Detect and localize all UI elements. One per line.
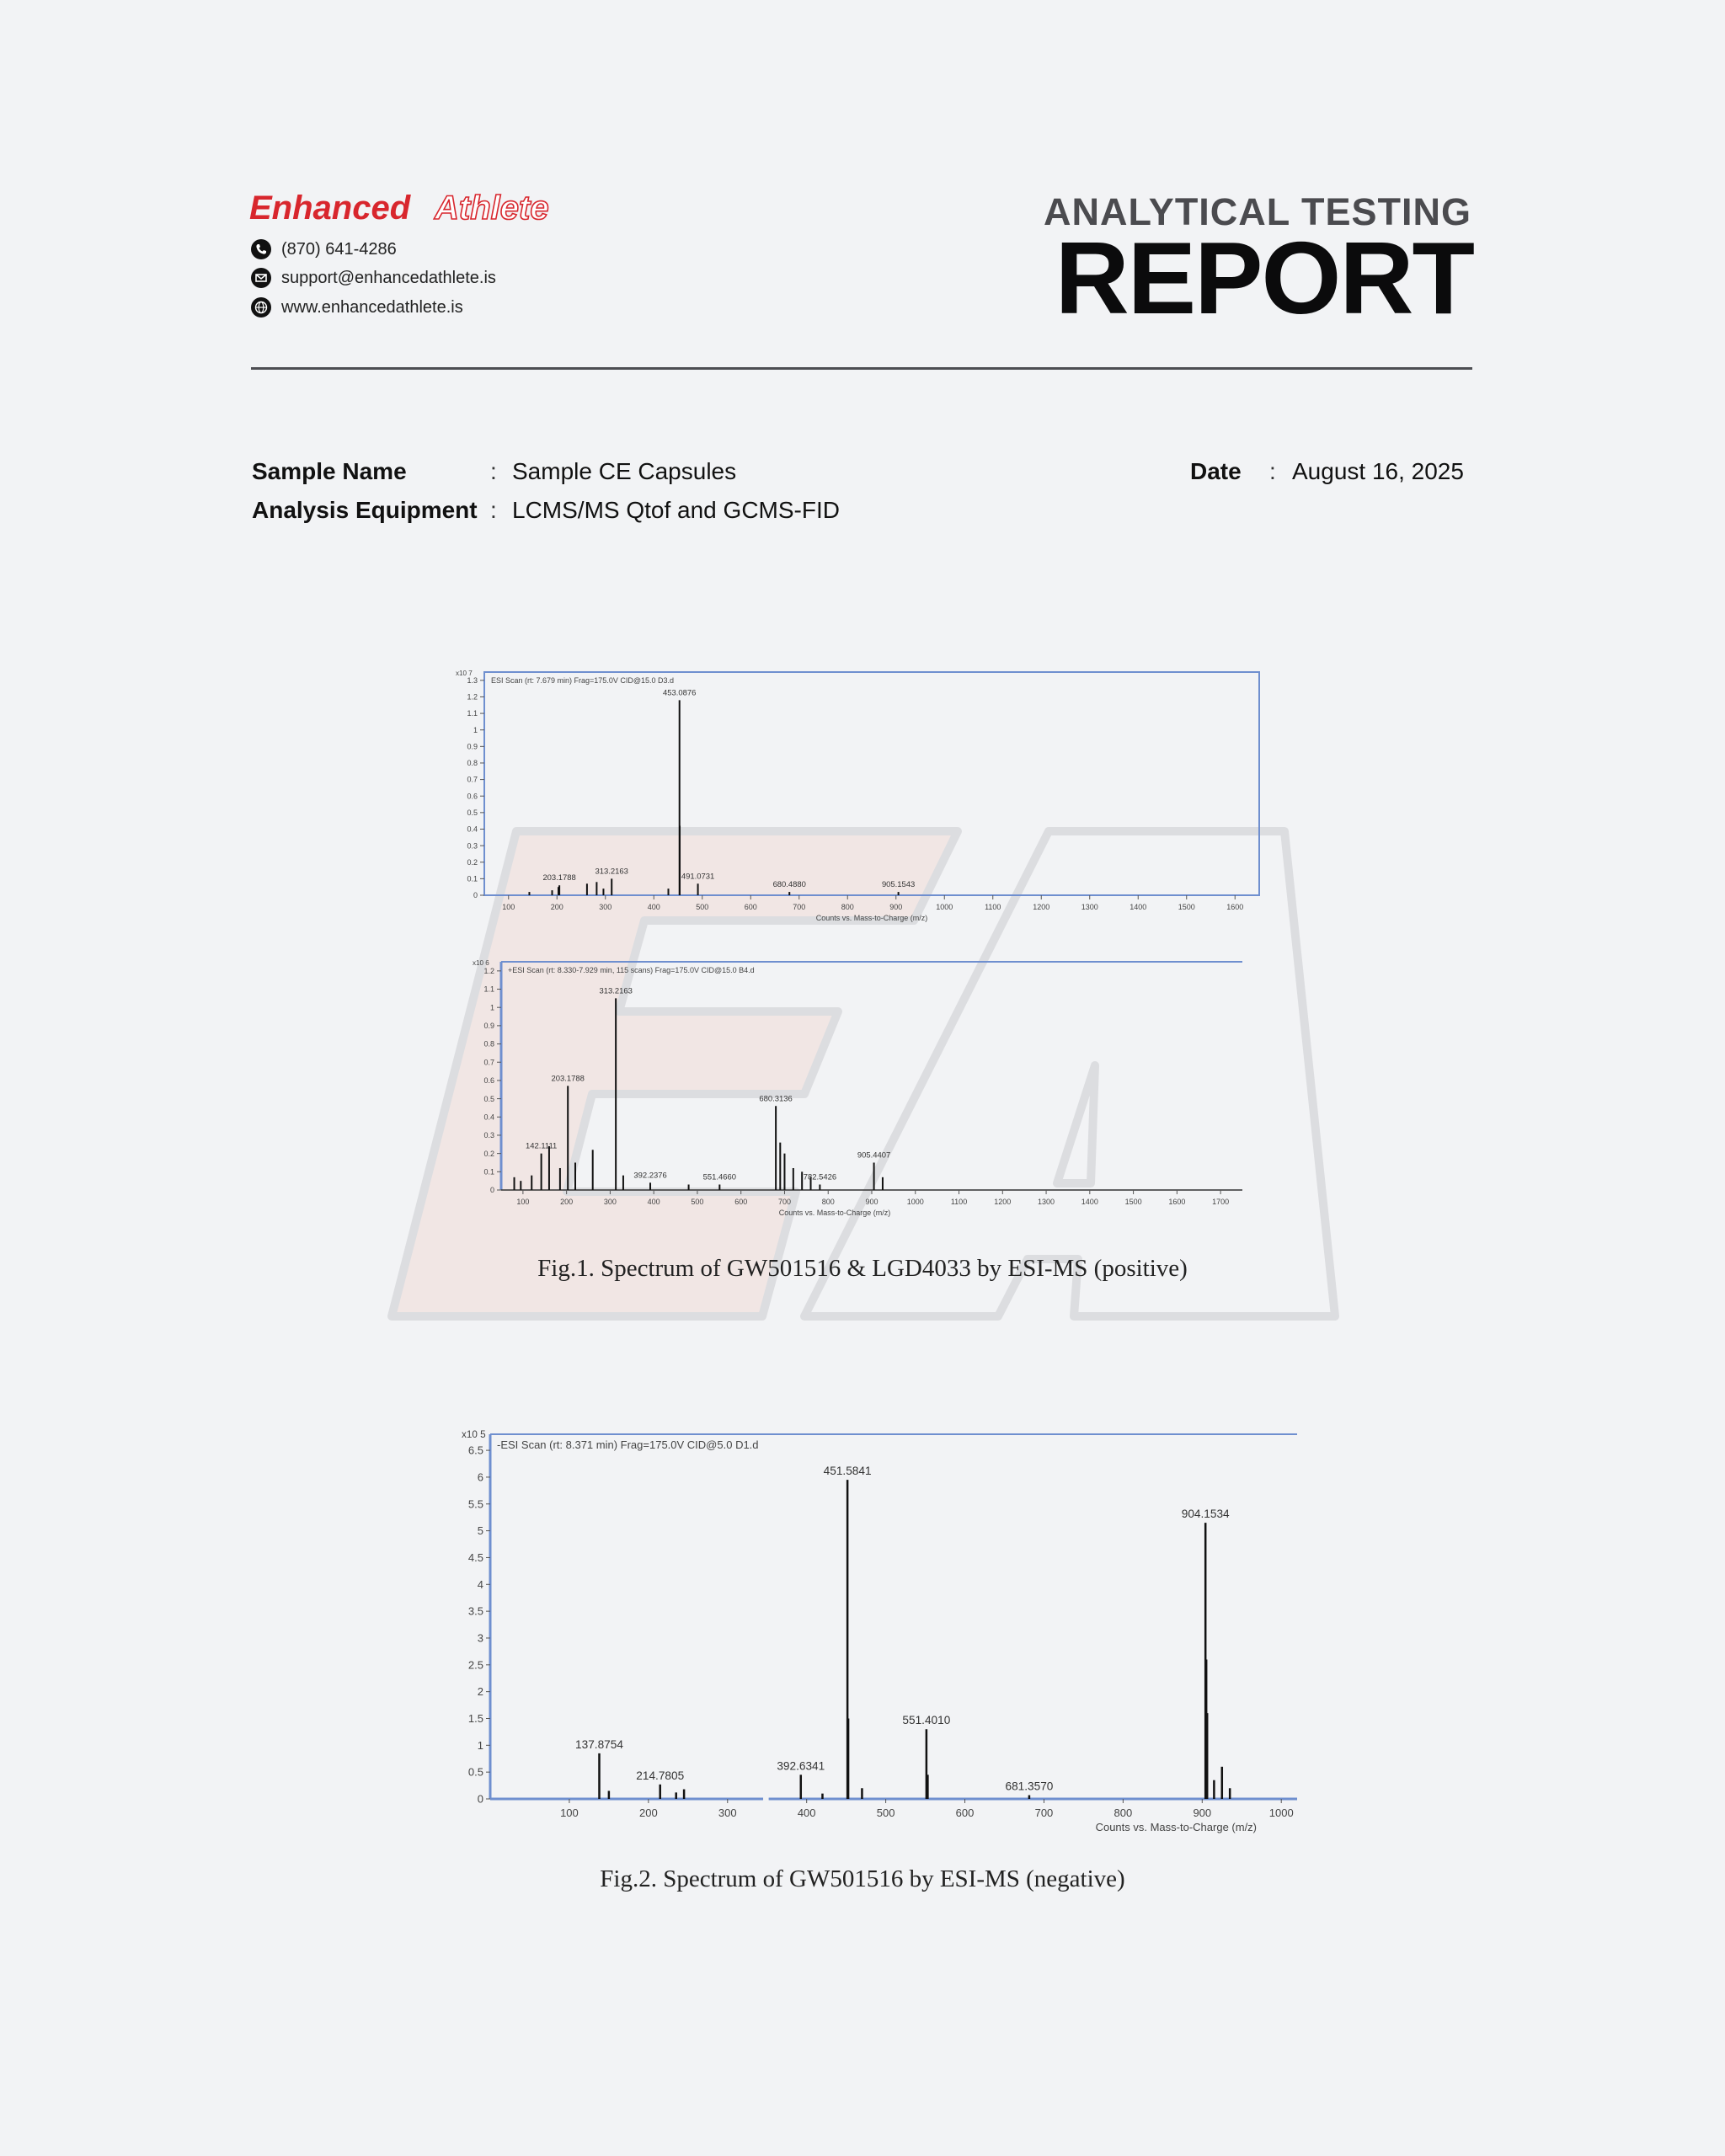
fig2-caption: Fig.2. Spectrum of GW501516 by ESI-MS (negative) [600, 1865, 1125, 1892]
peak-label: 551.4660 [702, 1172, 737, 1182]
x-tick-label: 200 [638, 1806, 658, 1819]
x-tick-label: 900 [865, 1198, 879, 1206]
x-tick-label: 1200 [1033, 903, 1050, 911]
y-tick-label: 5 [477, 1524, 483, 1538]
x-axis-label: Counts vs. Mass-to-Charge (m/z) [778, 1209, 891, 1217]
plot-frame [484, 672, 1259, 895]
y-tick-label: 0.5 [467, 808, 478, 818]
y-tick-label: 0.3 [467, 841, 478, 851]
logo-text-enhanced: Enhanced [249, 189, 411, 226]
logo-text-athlete: Athlete [435, 189, 549, 226]
x-tick-label: 300 [599, 903, 612, 911]
fig1-caption: Fig.1. Spectrum of GW501516 & LGD4033 by ESI-MS (positive) [537, 1255, 1188, 1282]
contact-email [251, 268, 496, 288]
peak-label: 137.8754 [575, 1737, 623, 1751]
y-tick-label: 0.9 [467, 742, 478, 751]
peak-label: 142.1111 [525, 1141, 558, 1151]
peak-label: 214.7805 [636, 1769, 685, 1782]
peak-label: 491.0731 [681, 872, 715, 882]
y-tick-label: 1 [477, 1738, 483, 1752]
y-tick-label: 0.5 [483, 1094, 494, 1103]
globe-icon [251, 297, 271, 318]
x-tick-label: 1300 [1038, 1198, 1055, 1206]
peak-label: 904.1534 [1181, 1508, 1230, 1521]
y-tick-label: 0.1 [483, 1167, 494, 1177]
x-tick-label: 900 [1193, 1806, 1212, 1819]
date-separator: : [1269, 458, 1276, 484]
y-tick-label: 0.2 [467, 857, 478, 867]
peak-label: 681.3570 [1005, 1780, 1054, 1793]
y-tick-label: 0.7 [467, 775, 478, 784]
sample-name-value: Sample CE Capsules [512, 458, 737, 484]
equipment-value: LCMS/MS Qtof and GCMS-FID [512, 497, 840, 523]
x-tick-label: 800 [1114, 1806, 1133, 1819]
x-tick-label: 1300 [1081, 903, 1098, 911]
peak-label: 680.3136 [759, 1094, 793, 1104]
x-tick-label: 100 [516, 1198, 530, 1206]
equipment-separator: : [490, 497, 497, 523]
brand-logo [249, 189, 586, 226]
peak-label: 453.0876 [663, 688, 697, 698]
y-tick-label: 0.8 [483, 1039, 494, 1049]
y-tick-label: 0.7 [483, 1058, 494, 1067]
y-tick-label: 0.4 [483, 1113, 494, 1122]
x-tick-label: 900 [889, 903, 903, 911]
y-tick-label: 0.6 [483, 1076, 494, 1086]
fig1-spectrum-chart-top [446, 665, 1276, 926]
peak-label: 313.2163 [595, 867, 628, 877]
chart-scan-title: +ESI Scan (rt: 8.330-7.929 min, 115 scans) Frag=175.0V CID@15.0 B4.d [508, 966, 755, 974]
header-divider [251, 367, 1472, 370]
y-exponent-label: x10 6 [473, 959, 489, 967]
x-tick-label: 1600 [1168, 1198, 1186, 1206]
x-tick-label: 800 [841, 903, 854, 911]
peak-label: 392.2376 [633, 1171, 667, 1181]
y-tick-label: 1 [489, 1003, 494, 1012]
date-label: Date [1190, 458, 1242, 484]
peak-label: 451.5841 [823, 1465, 872, 1478]
x-tick-label: 600 [734, 1198, 748, 1206]
y-tick-label: 1.2 [467, 692, 478, 702]
y-tick-label: 1 [473, 725, 478, 734]
y-exponent-label: x10 5 [462, 1429, 486, 1440]
y-tick-label: 0.9 [483, 1022, 494, 1031]
x-tick-label: 1700 [1212, 1198, 1230, 1206]
y-tick-label: 1.5 [467, 1712, 483, 1726]
x-tick-label: 1500 [1178, 903, 1195, 911]
y-tick-label: 3 [477, 1631, 483, 1645]
chart-scan-title: ESI Scan (rt: 7.679 min) Frag=175.0V CID@15.0 D3.d [491, 676, 674, 685]
y-tick-label: 0.8 [467, 759, 478, 768]
x-tick-label: 200 [560, 1198, 574, 1206]
y-tick-label: 0.5 [467, 1765, 483, 1779]
x-axis-label: Counts vs. Mass-to-Charge (m/z) [815, 914, 928, 922]
x-tick-label: 700 [793, 903, 806, 911]
y-tick-label: 6 [477, 1470, 483, 1484]
x-tick-label: 500 [691, 1198, 704, 1206]
x-tick-label: 600 [955, 1806, 975, 1819]
contact-phone [251, 239, 397, 259]
y-tick-label: 2.5 [467, 1658, 483, 1672]
y-tick-label: 0.3 [483, 1131, 494, 1140]
sample-name-separator: : [490, 458, 497, 484]
x-tick-label: 1600 [1226, 903, 1244, 911]
peak-label: 313.2163 [599, 986, 633, 996]
peak-label: 905.4407 [857, 1150, 891, 1161]
equipment-label: Analysis Equipment [252, 497, 478, 523]
x-tick-label: 1200 [994, 1198, 1012, 1206]
y-tick-label: 0 [473, 891, 478, 900]
x-axis-label: Counts vs. Mass-to-Charge (m/z) [1095, 1821, 1258, 1833]
x-tick-label: 400 [797, 1806, 816, 1819]
x-tick-label: 1100 [950, 1198, 968, 1206]
x-tick-label: 1400 [1081, 1198, 1098, 1206]
peak-label: 551.4010 [902, 1714, 951, 1727]
phone-icon [251, 239, 271, 259]
peak-label: 905.1543 [881, 880, 916, 890]
peak-label: 203.1788 [551, 1074, 585, 1084]
x-tick-label: 1100 [985, 903, 1001, 911]
chart-scan-title: -ESI Scan (rt: 8.371 min) Frag=175.0V CID@5.0 D1.d [497, 1438, 759, 1451]
y-tick-label: 4.5 [467, 1551, 483, 1565]
x-tick-label: 500 [696, 903, 709, 911]
x-tick-label: 500 [876, 1806, 895, 1819]
y-tick-label: 1.1 [483, 985, 494, 994]
y-tick-label: 2 [477, 1685, 483, 1699]
y-tick-label: 1.1 [467, 709, 478, 718]
x-tick-label: 300 [718, 1806, 737, 1819]
x-tick-label: 700 [1034, 1806, 1054, 1819]
x-tick-label: 300 [603, 1198, 617, 1206]
x-tick-label: 700 [777, 1198, 791, 1206]
y-tick-label: 0 [477, 1792, 483, 1806]
y-tick-label: 0.4 [467, 825, 478, 834]
contact-website [251, 297, 463, 318]
website-text: www.enhancedathlete.is [281, 297, 463, 317]
report-title-line2: REPORT [1055, 221, 1473, 335]
y-tick-label: 0.1 [467, 874, 478, 883]
x-tick-label: 1000 [1268, 1806, 1294, 1819]
x-tick-label: 200 [550, 903, 563, 911]
y-tick-label: 3.5 [467, 1604, 483, 1618]
x-tick-label: 800 [821, 1198, 835, 1206]
sample-name-label: Sample Name [252, 458, 407, 484]
x-tick-label: 400 [647, 1198, 660, 1206]
x-tick-label: 1000 [936, 903, 953, 911]
fig1-spectrum-chart-bottom [455, 952, 1259, 1221]
y-tick-label: 1.2 [483, 966, 494, 975]
y-tick-label: 6.5 [467, 1444, 483, 1457]
email-icon [251, 268, 271, 288]
peak-label: 203.1788 [542, 873, 576, 883]
fig2-spectrum-chart [455, 1423, 1297, 1836]
peak-label: 392.6341 [777, 1759, 825, 1773]
peak-label: 782.5426 [803, 1172, 837, 1182]
y-tick-label: 0.2 [483, 1149, 494, 1158]
report-title-line1: ANALYTICAL TESTING [1043, 190, 1471, 233]
x-tick-label: 1400 [1130, 903, 1147, 911]
y-tick-label: 0.6 [467, 792, 478, 801]
x-tick-label: 600 [744, 903, 757, 911]
x-tick-label: 400 [647, 903, 660, 911]
date-value: August 16, 2025 [1292, 458, 1464, 484]
x-tick-label: 100 [502, 903, 515, 911]
y-tick-label: 1.3 [467, 675, 478, 685]
y-tick-label: 4 [477, 1577, 483, 1591]
peak-label: 680.4880 [772, 880, 806, 890]
phone-text: (870) 641-4286 [281, 239, 397, 259]
x-tick-label: 100 [560, 1806, 579, 1819]
y-tick-label: 5.5 [467, 1497, 483, 1511]
y-tick-label: 0 [489, 1186, 494, 1195]
x-tick-label: 1000 [906, 1198, 924, 1206]
email-text: support@enhancedathlete.is [281, 268, 496, 287]
x-tick-label: 1500 [1124, 1198, 1142, 1206]
y-exponent-label: x10 7 [456, 670, 473, 677]
